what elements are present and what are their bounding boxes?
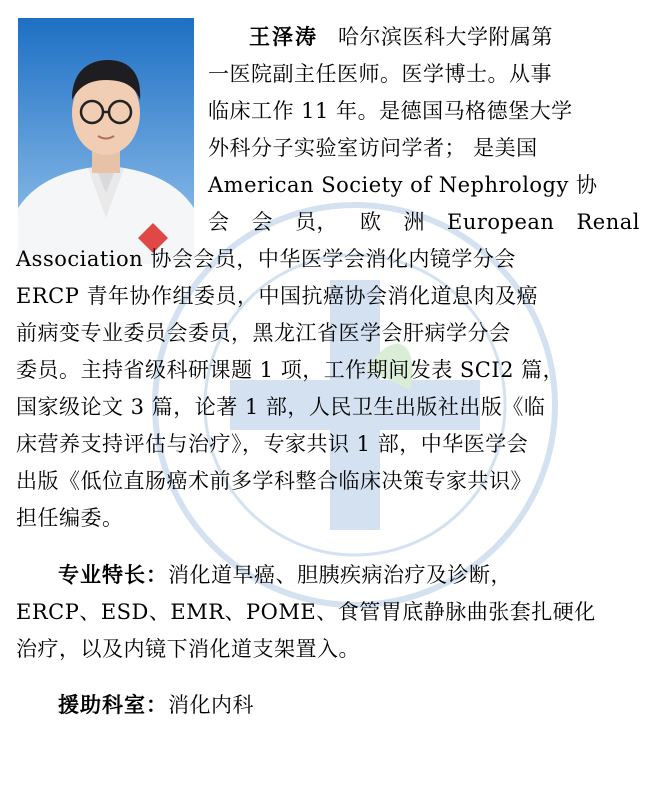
bio-word: 员，: [295, 210, 338, 234]
specialty-line: 治疗，以及内镜下消化道支架置入。: [16, 637, 360, 661]
bio-line: 委员。主持省级科研课题 1 项，工作期间发表 SCI2 篇，: [16, 358, 565, 382]
specialty-line-1: [58, 560, 512, 590]
bio-line: 出版《低位直肠癌术前多学科整合临床决策专家共识》: [16, 469, 532, 493]
bio-line: 前病变专业委员会委员，黑龙江省医学会肝病学分会: [16, 321, 511, 345]
bio-word: European: [447, 210, 555, 234]
bio-line: 床营养支持评估与治疗》，专家共识 1 部，中华医学会: [16, 432, 529, 456]
specialty-text: 消化道早癌、胆胰疾病治疗及诊断，: [168, 563, 512, 587]
department-label: 援助科室：: [58, 692, 168, 717]
bio-line: 外科分子实验室访问学者； 是美国: [208, 136, 538, 160]
specialty-label: 专业特长：: [58, 562, 168, 587]
bio-line: Association 协会会员，中华医学会消化内镜学分会: [16, 247, 516, 271]
bio-line: 国家级论文 3 篇，论著 1 部，人民卫生出版社出版《临: [16, 395, 546, 419]
bio-line: ERCP 青年协作组委员，中国抗癌协会消化道息肉及癌: [16, 284, 539, 308]
specialty-line: ERCP、ESD、EMR、POME、食管胃底静脉曲张套扎硬化: [16, 600, 596, 624]
doctor-portrait-photo: [18, 18, 194, 264]
bio-word: 洲: [403, 210, 425, 234]
bio-text: 哈尔滨医科大学附属第: [338, 25, 553, 49]
bio-line: 临床工作 11 年。是德国马格德堡大学: [208, 99, 573, 123]
bio-line: 一医院副主任医师。医学博士。从事: [208, 62, 552, 86]
intro-line-1: [249, 22, 553, 52]
doctor-name: 王泽涛: [249, 24, 318, 49]
bio-line-justified: [208, 207, 640, 237]
bio-word: 欧: [360, 210, 382, 234]
bio-word: 会: [208, 210, 230, 234]
bio-word: 会: [251, 210, 273, 234]
bio-line: 担任编委。: [16, 506, 124, 530]
department-line: [58, 690, 254, 720]
bio-word: Renal: [576, 210, 640, 234]
bio-line: American Society of Nephrology 协: [208, 173, 598, 197]
department-value: 消化内科: [168, 693, 254, 717]
